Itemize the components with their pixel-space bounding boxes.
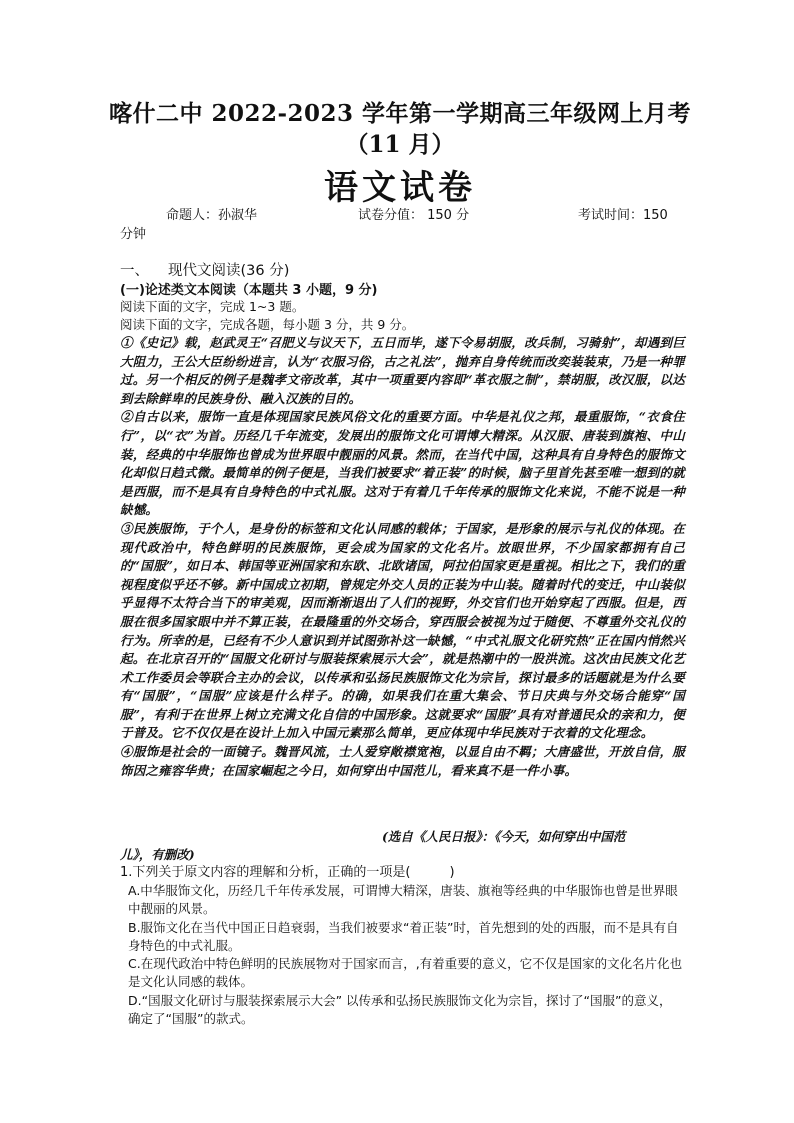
reading-passage (120, 334, 685, 780)
section-title: 现代文阅读(36 分) (168, 263, 290, 279)
passage-source: (选自《人民日报》：《今天，如何穿出中国范 (382, 829, 626, 844)
option-b: B.服饰文化在当代中国正日趋衰弱，当我们被要求“着正装”时，首先想到的处的西服，而不是具有自身特色的中式礼服。 (128, 919, 679, 953)
option-c: C.在现代政治中特色鲜明的民族展物对于国家而言，,有着重要的意义，它不仅是国家的文化名片化也是文化认同感的载体。 (128, 956, 683, 990)
section-heading (120, 262, 289, 280)
exam-time-unit: 分钟 (120, 227, 147, 242)
passage-source-cont: 儿》，有删改) (120, 847, 195, 862)
exam-score: 试卷分值： 150 分 (358, 208, 470, 223)
exam-subject: 语文试卷 (324, 168, 476, 208)
passage-paragraph-2: ②自古以来，服饰一直是体现国家民族风俗文化的重要方面。中华是礼仪之邦，最重服饰，“衣食住行”，以“衣”为首。历经几千年流变，发展出的服饰文化可谓博大精深。从汉服、唐装到旗袍、中山装，经典的中华服饰也曾成为世界眼中靓丽的风景。然而，在当代中国，这种具有自身特色的服饰文化却似日趋式微。最简单的例子便是，当我们被要求“着正装”的时候，脑子里首先甚至唯一想到的就是西服，而不是具有自身特色的中式礼服。这对于有着几千年传承的服饰文化来说，不能不说是一种缺憾。 (120, 409, 685, 518)
exam-month: （11 月） (345, 131, 455, 158)
exam-author: 命题人：孙淑华 (166, 208, 258, 223)
section-number: 一、 (120, 263, 149, 279)
passage-paragraph-1: ①《史记》载，赵武灵王“召肥义与议天下，五日而毕，遂下令易胡服，改兵制，习骑射”，却遇到巨大阻力，王公大臣纷纷进言，认为“衣服习俗，古之礼法”，抛弃自身传统而改奕装装束，乃是一种罪过。另一个相反的例子是魏孝文帝改革，其中一项重要内容即“革衣服之制”，禁胡服，改汉服，以达到去除鲜卑的民族身份、融入汉族的目的。 (120, 335, 685, 406)
instruction-2: 阅读下面的文字，完成各题，每小题 3 分，共 9 分。 (120, 317, 415, 332)
subsection-heading: (一)论述类文本阅读（本题共 3 小题，9 分) (120, 283, 378, 298)
question-1-options (128, 882, 683, 1028)
exam-title: 喀什二中 2022-2023 学年第一学期高三年级网上月考 (108, 100, 692, 127)
exam-time: 考试时间：150 (578, 208, 668, 223)
option-d: D.“国服文化研讨与服装探索展示大会” 以传承和弘扬民族服饰文化为宗旨，探讨了“国服”的意义，确定了“国服”的款式。 (128, 992, 672, 1027)
instruction-1: 阅读下面的文字，完成 1~3 题。 (120, 299, 305, 314)
option-a: A.中华服饰文化，历经几千年传承发展，可谓博大精深，唐装、旗袍等经典的中华服饰也曾是世界眼中靓丽的风景。 (128, 883, 678, 917)
passage-paragraph-3: ③民族服饰，于个人，是身份的标签和文化认同感的载体；于国家，是形象的展示与礼仪的体现。在现代政治中，特色鲜明的民族服饰，更会成为国家的文化名片。放眼世界，不少国家都拥有自己的“国服”，如日本、韩国等亚洲国家和东欧、北欧诸国，阿拉伯国家更是重视。相比之下，我们的重视程度似乎还不够。新中国成立初期，曾规定外交人员的正装为中山装。随着时代的变迁，中山装似乎显得不太符合当下的审美观，因而渐渐退出了人们的视野，外交官们也开始穿起了西服。但是，西服在很多国家眼中并不算正装，在最隆重的外交场合，穿西服会被视为过于随便、不尊重外交礼仪的行为。所幸的是，已经有不少人意识到并试图弥补这一缺憾，“中式礼服文化研究热”正在国内悄然兴起。在北京召开的“国服文化研讨与服装探索展示大会”，就是热潮中的一股洪流。这次由民族文化艺术工作委员会等联合主办的会议，以传承和弘扬民族服饰文化为宗旨，探讨最多的话题就是为什么要有“国服”，“国服”应该是什么样子。的确，如果我们在重大集会、节日庆典与外交场合能穿“国服”，有利于在世界上树立充满文化自信的中国形象。这就要求“国服”具有对普通民众的亲和力，便于普及。它不仅仅是在设计上加入中国元素那么简单，更应体现中华民族对于衣着的文化理念。 (120, 520, 685, 741)
question-1-stem: 1.下列关于原文内容的理解和分析，正确的一项是( ) (120, 865, 455, 880)
passage-paragraph-4: ④服饰是社会的一面镜子。魏晋风流，士人爱穿敞襟宽袍，以显自由不羁；大唐盛世，开放自信，服饰因之雍容华贵；在国家崛起之今日，如何穿出中国范儿，看来真不是一件小事。 (120, 744, 685, 778)
